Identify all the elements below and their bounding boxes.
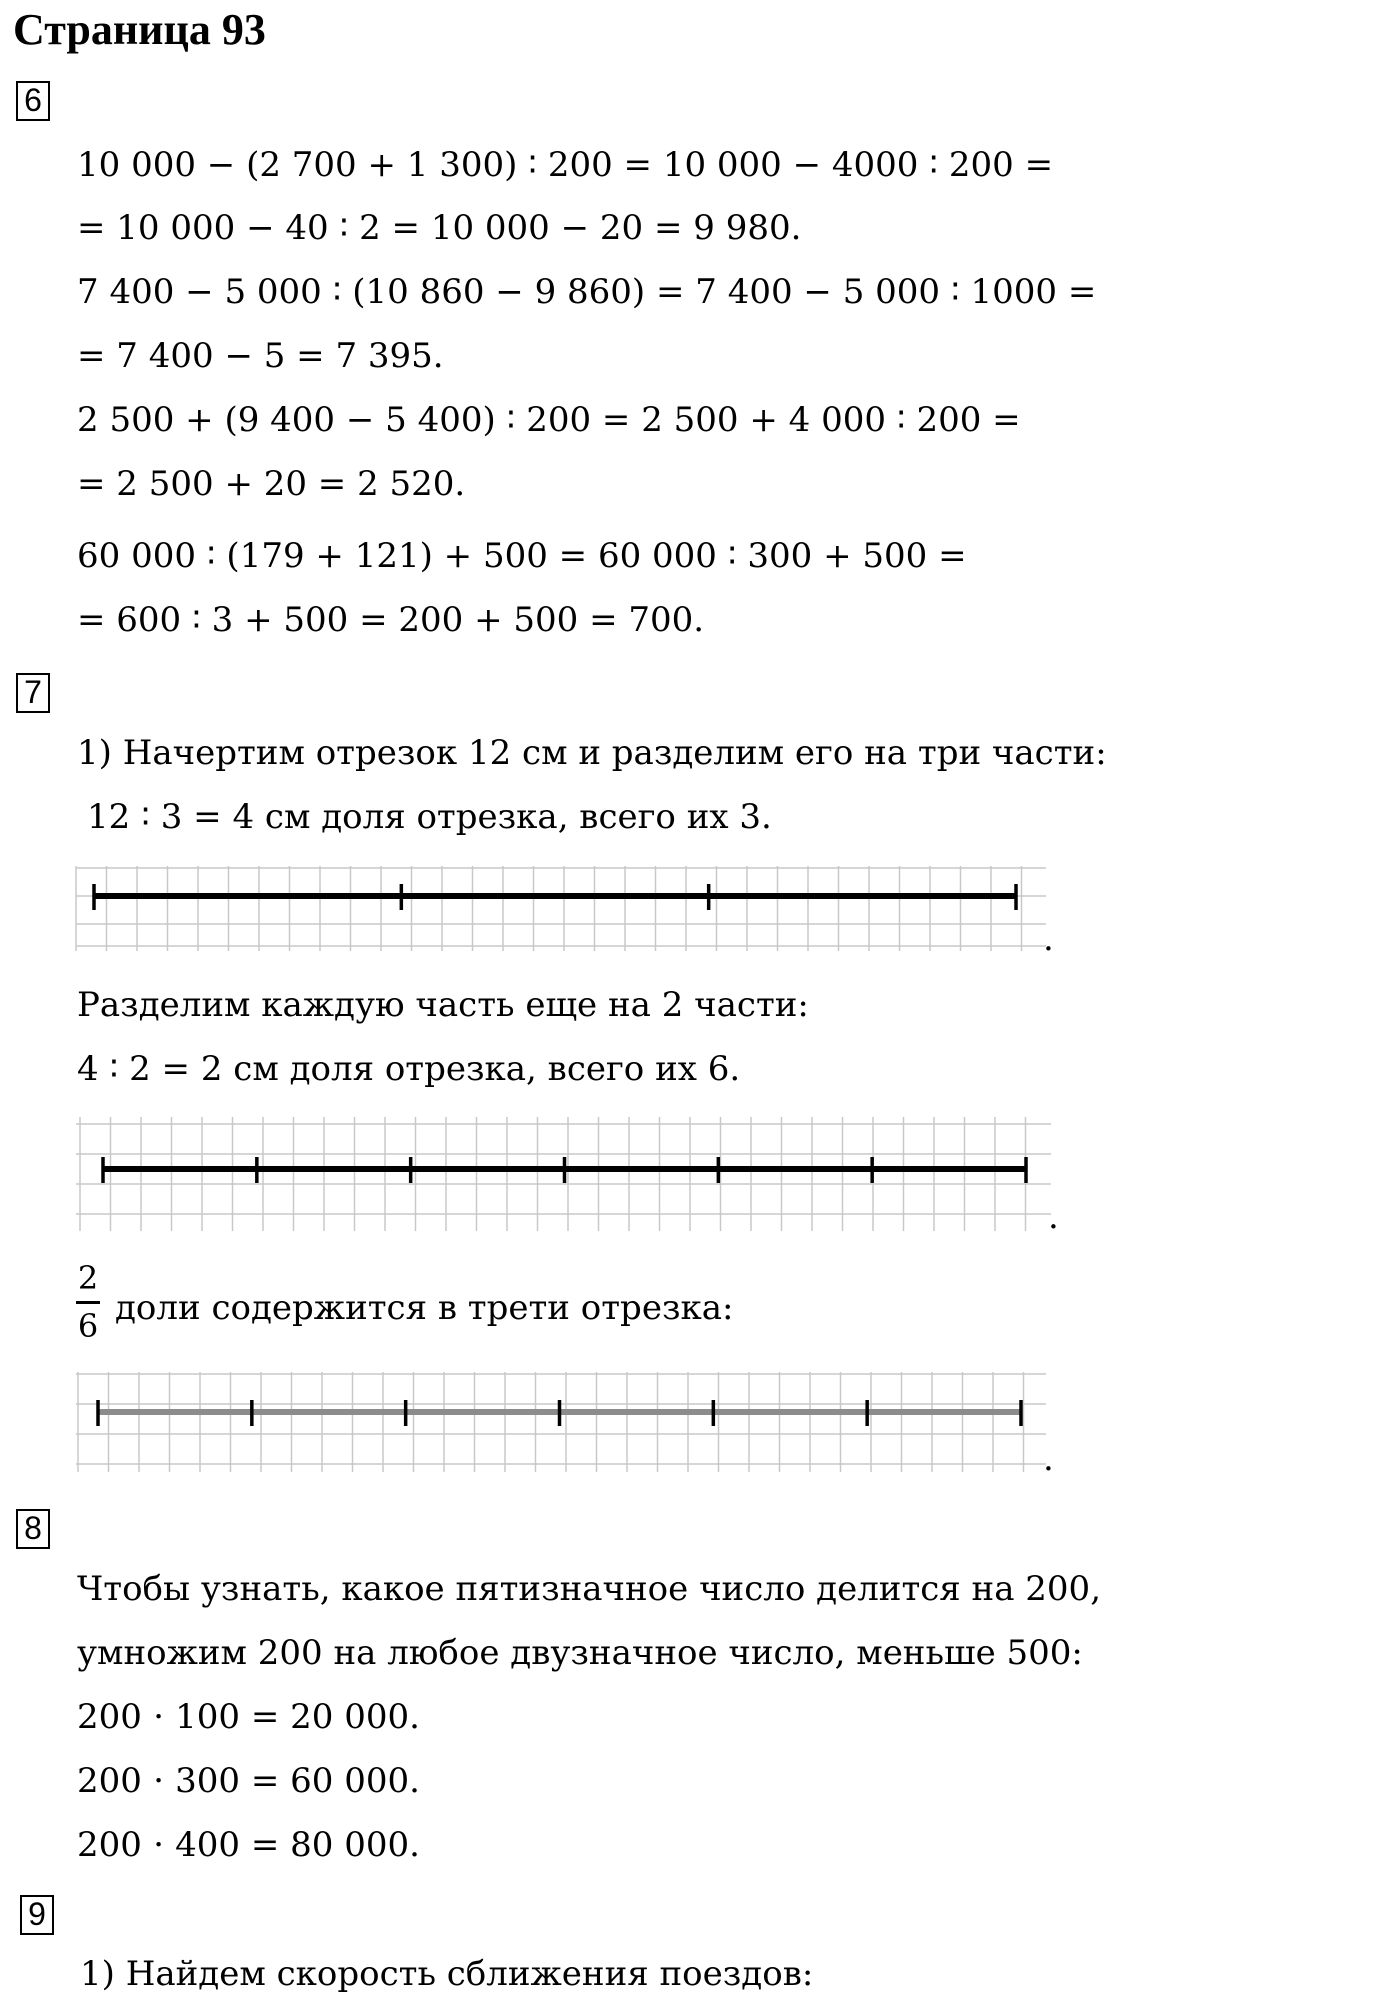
task-7-line-5: доли содержится в трети отрезка: [115,1288,734,1328]
task-9-line-1: 1) Найдем скорость сближения поездов: [80,1954,814,1994]
task-6-line-1: 10 000 − (2 700 + 1 300) ∶ 200 = 10 000 − 4000 ∶ 200 = [77,145,1054,185]
fraction-bar [76,1301,100,1304]
task-6-line-2: = 10 000 − 40 ∶ 2 = 10 000 − 20 = 9 980. [77,208,802,248]
segment-2-period: . [1048,1197,1059,1237]
task-8-line-4: 200 ⋅ 300 = 60 000. [77,1761,420,1801]
task-6-number: 6 [16,81,50,121]
task-7-line-2: 12 ∶ 3 = 4 см доля отрезка, всего их 3. [87,797,772,837]
task-6-line-6: = 2 500 + 20 = 2 520. [77,464,466,504]
task-6-line-3: 7 400 − 5 000 ∶ (10 860 − 9 860) = 7 400 − 5 000 ∶ 1000 = [77,272,1097,312]
task-8-line-3: 200 ⋅ 100 = 20 000. [77,1697,420,1737]
task-7-line-3: Разделим каждую часть еще на 2 части: [77,985,809,1025]
segment-six-parts-gray [76,1372,1046,1472]
fraction-denominator: 6 [77,1307,99,1345]
task-6-line-5: 2 500 + (9 400 − 5 400) ∶ 200 = 2 500 + 4 000 ∶ 200 = [77,400,1021,440]
segment-1-period: . [1043,919,1054,959]
fraction-two-sixths [76,1258,100,1346]
segment-three-parts [76,866,1046,951]
task-9-number: 9 [20,1895,54,1935]
task-8-line-1: Чтобы узнать, какое пятизначное число делится на 200, [77,1569,1102,1609]
task-8-number: 8 [16,1509,50,1549]
task-7-line-1: 1) Начертим отрезок 12 см и разделим его на три части: [77,733,1107,773]
task-8-line-5: 200 ⋅ 400 = 80 000. [77,1825,420,1865]
segment-six-parts [76,1117,1051,1231]
segment-3-period: . [1043,1439,1054,1479]
task-7-line-4: 4 ∶ 2 = 2 см доля отрезка, всего их 6. [77,1049,741,1089]
task-7-number: 7 [16,673,50,713]
page-title: Страница 93 [13,5,266,54]
task-6-line-8: = 600 ∶ 3 + 500 = 200 + 500 = 700. [77,600,705,640]
task-6-line-7: 60 000 ∶ (179 + 121) + 500 = 60 000 ∶ 300 + 500 = [77,536,967,576]
task-8-line-2: умножим 200 на любое двузначное число, меньше 500: [77,1633,1083,1673]
fraction-numerator: 2 [77,1259,99,1297]
task-6-line-4: = 7 400 − 5 = 7 395. [77,336,444,376]
